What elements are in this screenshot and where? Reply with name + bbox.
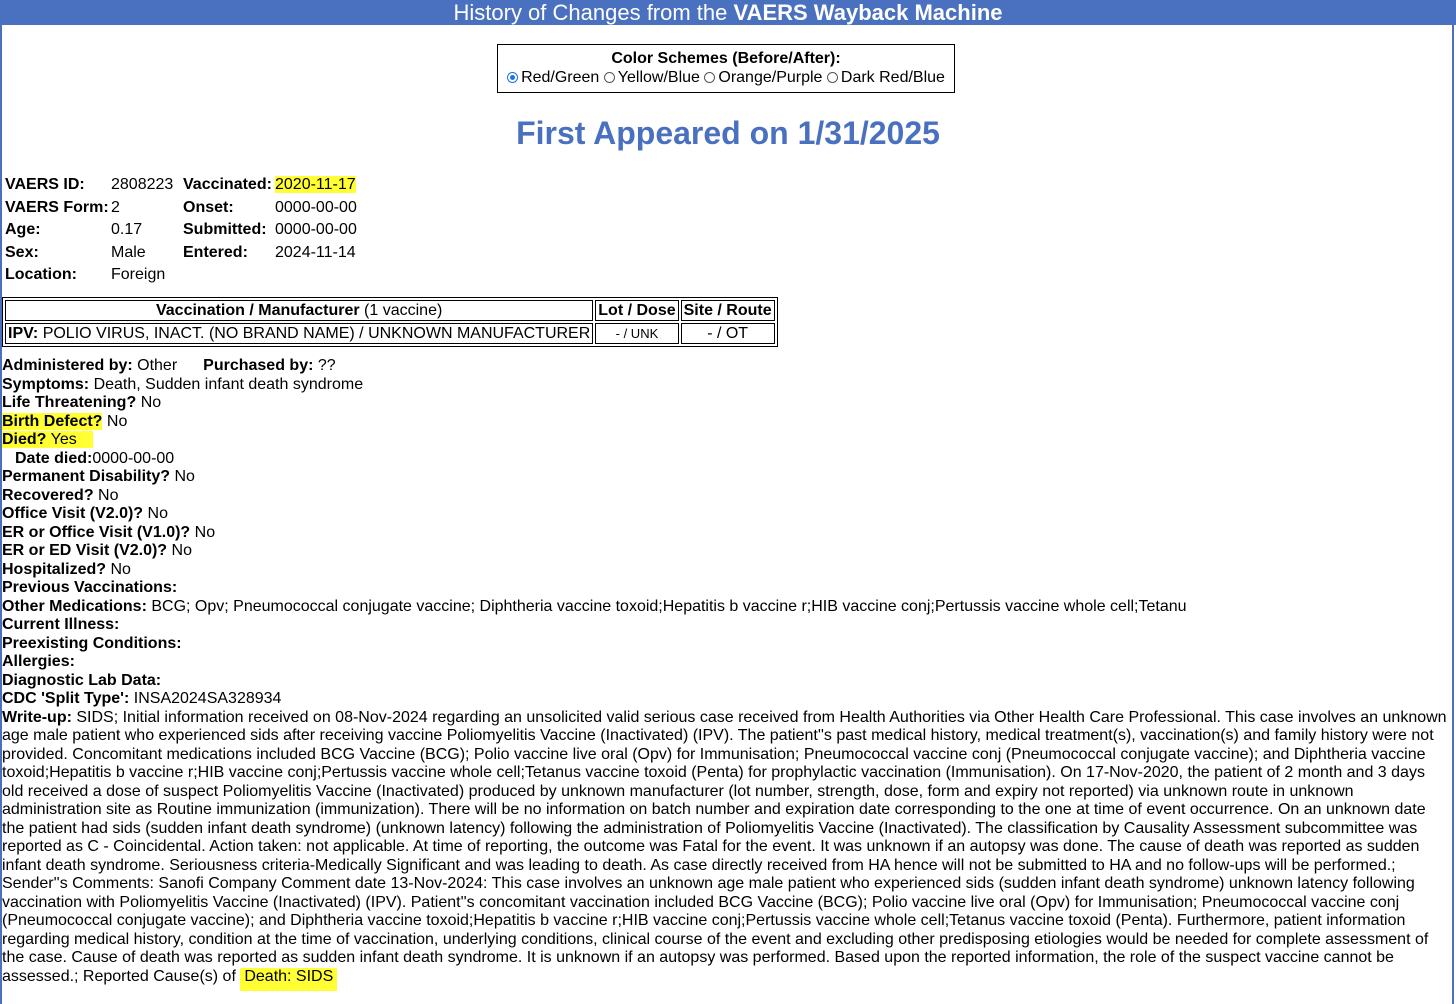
radio-icon[interactable] bbox=[704, 72, 715, 83]
disability-row: Permanent Disability? No bbox=[2, 468, 195, 485]
vaccinated-value: 2020-11-17 bbox=[275, 176, 356, 194]
age-label: Age: bbox=[5, 221, 41, 239]
radio-selected-icon[interactable] bbox=[507, 72, 518, 83]
lot-dose-cell: - / UNK bbox=[595, 323, 678, 344]
scheme-option-orange-purple[interactable]: Orange/Purple bbox=[704, 68, 822, 88]
administered-row: Administered by: Other Purchased by: ?? bbox=[2, 357, 336, 374]
vaccine-name: POLIO VIRUS, INACT. (NO BRAND NAME) / UNKNOWN MANUFACTURER bbox=[42, 324, 591, 342]
symptoms-row: Symptoms: Death, Sudden infant death syndrome bbox=[2, 375, 364, 393]
date-died-row: Date died:0000-00-00 bbox=[15, 449, 175, 467]
record-summary bbox=[5, 174, 357, 287]
vaers-id-label: VAERS ID: bbox=[5, 176, 85, 194]
sex-value: Male bbox=[111, 243, 146, 261]
page-header bbox=[0, 0, 1456, 25]
submitted-label: Submitted: bbox=[183, 221, 267, 239]
first-appeared-heading: First Appeared on 1/31/2025 bbox=[516, 115, 940, 151]
age-value: 0.17 bbox=[111, 221, 143, 239]
onset-value: 0000-00-00 bbox=[275, 198, 357, 216]
allergies-row: Allergies: bbox=[2, 653, 75, 670]
form-value: 2 bbox=[111, 198, 120, 216]
header-brand: VAERS Wayback Machine bbox=[733, 0, 1003, 25]
site-route-col-header: Site / Route bbox=[681, 300, 775, 321]
scheme-option-red-green[interactable]: Red/Green bbox=[507, 68, 599, 88]
vaccine-type: IPV: bbox=[8, 324, 39, 342]
er-office-row: ER or Office Visit (V1.0)? No bbox=[2, 523, 216, 541]
vaccine-col-header: Vaccination / Manufacturer (1 vaccine) bbox=[5, 300, 593, 321]
life-threatening-row: Life Threatening? No bbox=[2, 394, 162, 411]
office-visit-row: Office Visit (V2.0)? No bbox=[2, 505, 168, 522]
color-scheme-title: Color Schemes (Before/After): bbox=[611, 50, 841, 67]
report-details bbox=[2, 357, 1450, 986]
birth-defect-row: Birth Defect? No bbox=[2, 412, 128, 430]
header-prefix: History of Changes from the bbox=[453, 0, 734, 25]
previous-vaccinations-row: Previous Vaccinations: bbox=[2, 579, 178, 596]
radio-icon[interactable] bbox=[827, 72, 838, 83]
writeup-cause-highlight: Death: SIDS bbox=[240, 968, 337, 991]
submitted-value: 0000-00-00 bbox=[275, 221, 357, 239]
location-label: Location: bbox=[5, 266, 77, 284]
table-row bbox=[5, 323, 775, 344]
recovered-row: Recovered? No bbox=[2, 486, 119, 504]
died-row: Died? Yes bbox=[2, 431, 1450, 450]
purchased-label: Purchased by: bbox=[203, 357, 314, 374]
radio-icon[interactable] bbox=[604, 72, 615, 83]
site-route-cell: - / OT bbox=[681, 323, 775, 344]
lot-dose-col-header: Lot / Dose bbox=[595, 300, 678, 321]
sex-label: Sex: bbox=[5, 243, 39, 261]
entered-value: 2024-11-14 bbox=[275, 243, 356, 261]
vaccine-count: (1 vaccine) bbox=[364, 301, 443, 319]
location-value: Foreign bbox=[111, 266, 166, 284]
other-medications-row: Other Medications: BCG; Opv; Pneumococcal conjugate vaccine; Diphtheria vaccine toxoid;Hepatitis b vaccine r;HIB vaccine conj;Pertussis vaccine whole cell;Tetanu bbox=[2, 597, 1187, 615]
split-type-row: CDC 'Split Type': INSA2024SA328934 bbox=[2, 690, 282, 707]
writeup-row: Write-up: SIDS; Initial information received on 08-Nov-2024 regarding an unsolicited valid serious case received from Health Authorities via Other Health Care Professional. This case involves an unknown age male patient who experienced sids after receiving vaccine Poliomyelitis Vaccine (Inactivated) (IPV). The patient''s past medical history, medical treatment(s), vaccination(s) and family history were not provided. Concomitant medications included BCG Vaccine (BCG); Polio vaccine live oral (Opv) for Immunisation; Pneumococcal vaccine conj (Pneumococcal conjugate vaccine); and Diphtheria vaccine toxoid;Hepatitis b vaccine r;HIB vaccine conj;Pertussis vaccine whole cell;Tetanus vaccine toxoid (Penta) for prophylactic vaccination (Immunisation). On 17-Nov-2020, the patient of 2 month and 3 days old received a dose of suspect Poliomyelitis Vaccine (Inactivated) produced by unknown manufacturer (lot number, strength, dose, form and expiry not reported) via unknown route in unknown administration site as Routine immunization (immunization). There will be no information on batch number and expiration date corresponding to the one at time of event occurrence. On an unknown date the patient had sids (sudden infant death syndrome) (unknown latency) following the administration of Poliomyelitis Vaccine (Inactivated). The classification by Causality Assessment subcommittee was reported as C - Coincidental. Action taken: not applicable. At time of reporting, the outcome was Fatal for the event. It was unknown if an autopsy was done. The cause of death was reported as sudden infant death syndrome. Seriousness criteria-Medically Significant and was leading to death. As case directly received from HA hence will not be submitted to HA and no follow-ups will be performed.; Sender''s Comments: Sanofi Company Comment date 13-Nov-2024: This case involves an unknown age male patient who experienced sids (sudden infant death syndrome) unknown latency following vaccination with Poliomyelitis Vaccine (Inactivated) (IPV). Patient''s concomitant vaccination included BCG Vaccine (BCG); Polio vaccine live oral (Opv) for Immunisation; Pneumococcal vaccine conj (Pneumococcal conjugate vaccine); and Diphtheria vaccine toxoid;Hepatitis b vaccine r;HIB vaccine conj;Pertussis vaccine whole cell;Tetanus vaccine toxoid (Penta). Furthermore, patient information regarding medical history, condition at the time of vaccination, underlying conditions, clinical course of the event and excluding other predisposing etiologies would be needed for complete assessment of the case. Cause of death was reported as sudden infant death syndrome. It is unknown if an autopsy was performed. Based upon the reported information, the role of the suspect vaccine cannot be assessed.; Reported Cause(s) of Death: SIDS bbox=[2, 709, 1450, 987]
vaccine-cell bbox=[5, 323, 593, 344]
scheme-option-yellow-blue[interactable]: Yellow/Blue bbox=[604, 68, 700, 88]
onset-label: Onset: bbox=[183, 198, 234, 216]
scheme-option-darkred-blue[interactable]: Dark Red/Blue bbox=[827, 68, 945, 88]
vaers-id-value: 2808223 bbox=[111, 176, 174, 194]
purchased-value: ?? bbox=[317, 357, 336, 374]
er-ed-row: ER or ED Visit (V2.0)? No bbox=[2, 542, 192, 559]
vaccine-table bbox=[2, 297, 778, 347]
hospitalized-row: Hospitalized? No bbox=[2, 560, 131, 578]
color-scheme-box bbox=[497, 44, 955, 93]
entered-label: Entered: bbox=[183, 243, 248, 261]
lab-data-row: Diagnostic Lab Data: bbox=[2, 671, 162, 689]
form-label: VAERS Form: bbox=[5, 198, 109, 216]
writeup-text: SIDS; Initial information received on 08-Nov-2024 regarding an unsolicited valid serious case received from Health Authorities via Other Health Care Professional. This case involves an unknown age male patient who experienced sids after receiving vaccine Poliomyelitis Vaccine (Inactivated) (IPV). The patient''s past medical history, medical treatment(s), vaccination(s) and family history were not provided. Concomitant medications included BCG Vaccine (BCG); Polio vaccine live oral (Opv) for Immunisation; Pneumococcal vaccine conj (Pneumococcal conjugate vaccine); and Diphtheria vaccine toxoid;Hepatitis b vaccine r;HIB vaccine conj;Pertussis vaccine whole cell;Tetanus vaccine toxoid (Penta) for prophylactic vaccination (Immunisation). On 17-Nov-2020, the patient of 2 month and 3 days old received a dose of suspect Poliomyelitis Vaccine (Inactivated) produced by unknown manufacturer (lot number, strength, dose, form and expiry not reported) via unknown route in unknown administration site as Routine immunization (immunization). There will be no information on batch number and expiration date corresponding to the one at time of event occurrence. On an unknown date the patient had sids (sudden infant death syndrome) (unknown latency) following the administration of Poliomyelitis Vaccine (Inactivated). The classification by Causality Assessment subcommittee was reported as C - Coincidental. Action taken: not applicable. At time of reporting, the outcome was Fatal for the event. It was unknown if an autopsy was done. The cause of death was reported as sudden infant death syndrome. Seriousness criteria-Medically Significant and was leading to death. As case directly received from HA hence will not be submitted to HA and no follow-ups will be performed.; Sender''s Comments: Sanofi Company Comment date 13-Nov-2024: This case involves an unknown age male patient who experienced sids (sudden infant death syndrome) unknown latency following vaccination with Poliomyelitis Vaccine (Inactivated) (IPV). Patient''s concomitant vaccination included BCG Vaccine (BCG); Polio vaccine live oral (Opv) for Immunisation; Pneumococcal vaccine conj (Pneumococcal conjugate vaccine); and Diphtheria vaccine toxoid;Hepatitis b vaccine r;HIB vaccine conj;Pertussis vaccine whole cell;Tetanus vaccine toxoid (Penta). Furthermore, patient information regarding medical history, condition at the time of vaccination, underlying conditions, clinical course of the event and excluding other predisposing etiologies would be needed for complete assessment of the case. Cause of death was reported as sudden infant death syndrome. It is unknown if an autopsy was performed. Based upon the reported information, the role of the suspect vaccine cannot be assessed.; Reported Cause(s) of bbox=[2, 708, 1447, 985]
preexisting-row: Preexisting Conditions: bbox=[2, 634, 182, 652]
current-illness-row: Current Illness: bbox=[2, 616, 120, 633]
vaccinated-label: Vaccinated: bbox=[183, 176, 272, 194]
